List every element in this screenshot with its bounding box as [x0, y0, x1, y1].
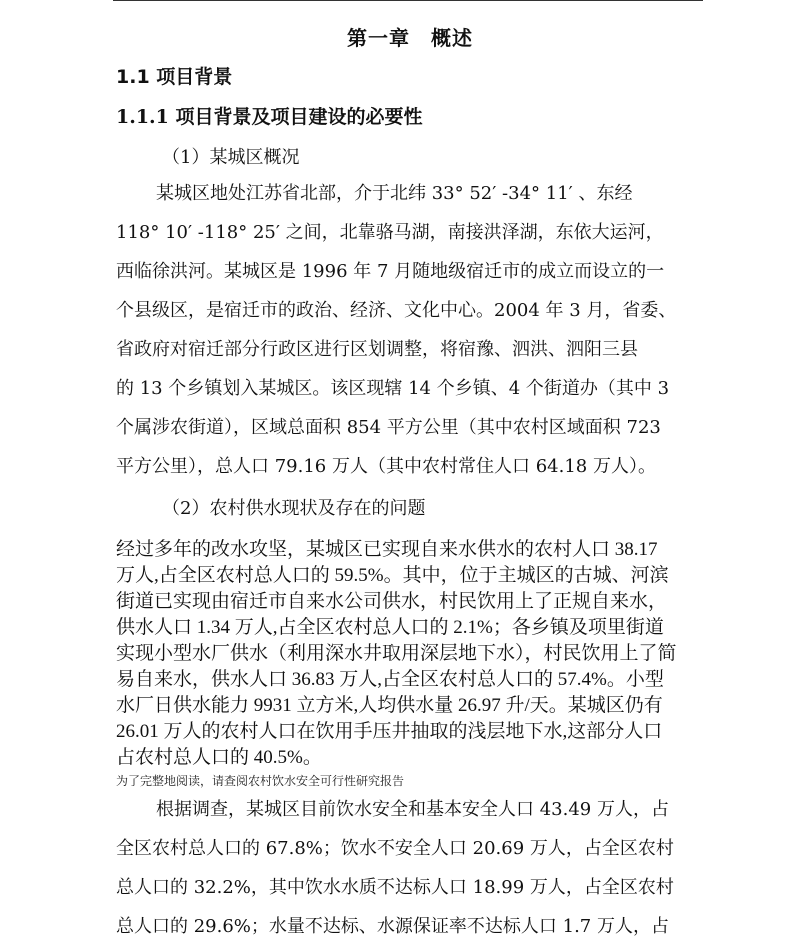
paragraph-line: 平方公里），总人口 79.16 万人（其中农村常住人口 64.18 万人）。 — [116, 456, 656, 477]
paragraph-line: 118° 10′ -118° 25′ 之间，北靠骆马湖，南接洪泽湖，东依大运河， — [116, 222, 664, 243]
paragraph-line: 总人口的 29.6%；水量不达标、水源保证率不达标人口 1.7 万人，占 — [116, 916, 669, 937]
paragraph-line: 水厂日供水能力 9931 立方米,人均供水量 26.97 升/天。某城区仍有 — [116, 695, 663, 716]
paragraph-line: 实现小型水厂供水（利用深水井取用深层地下水），村民饮用上了简 — [116, 643, 677, 664]
chapter-title: 第一章 概述 — [347, 26, 473, 50]
paragraph-line: 经过多年的改水攻坚，某城区已实现自来水供水的农村人口 38.17 — [116, 539, 658, 560]
subsection-title: 项目背景及项目建设的必要性 — [175, 106, 423, 128]
paragraph-line: 某城区地处江苏省北部，介于北纬 33° 52′ -34° 11′ 、东经 — [156, 183, 633, 204]
paragraph-line: 供水人口 1.34 万人,占全区农村总人口的 2.1%；各乡镇及项里街道 — [116, 617, 664, 638]
section-heading — [116, 62, 704, 89]
paragraph-line: 街道已实现由宿迁市自来水公司供水，村民饮用上了正规自来水， — [116, 591, 668, 612]
part1-heading: （1）某城区概况 — [162, 147, 300, 168]
top-rule — [113, 0, 703, 1]
paragraph-line: 26.01 万人的农村人口在饮用手压井抽取的浅层地下水,这部分人口 — [116, 721, 663, 742]
paragraph-line: 根据调查，某城区目前饮水安全和基本安全人口 43.49 万人，占 — [156, 799, 669, 820]
section-title: 项目背景 — [156, 66, 233, 88]
part3-paragraph — [116, 790, 704, 946]
paragraph-line: 的 13 个乡镇划入某城区。该区现辖 14 个乡镇、4 个街道办（其中 3 — [116, 378, 670, 399]
paragraph-line: 占农村总人口的 40.5%。 — [116, 747, 322, 768]
paragraph-line: 万人,占全区农村总人口的 59.5%。其中，位于主城区的古城、河滨 — [116, 565, 669, 586]
section-number: 1.1 — [116, 66, 150, 88]
paragraph-line: 个县级区，是宿迁市的政治、经济、文化中心。2004 年 3 月，省委、 — [116, 300, 677, 321]
reading-note: 为了完整地阅读，请查阅农村饮水安全可行性研究报告 — [116, 774, 405, 788]
paragraph-line: 省政府对宿迁部分行政区进行区划调整，将宿豫、泗洪、泗阳三县 — [116, 339, 638, 360]
paragraph-line: 易自来水，供水人口 36.83 万人,占全区农村总人口的 57.4%。小型 — [116, 669, 664, 690]
paragraph-line: 全区农村总人口的 67.8%；饮水不安全人口 20.69 万人，占全区农村 — [116, 838, 674, 859]
subsection-heading — [116, 102, 704, 129]
paragraph-line: 西临徐洪河。某城区是 1996 年 7 月随地级宿迁市的成立而设立的一 — [116, 261, 665, 282]
part2-paragraph — [116, 537, 704, 771]
subsection-number: 1.1.1 — [116, 106, 169, 128]
part1-paragraph — [116, 174, 704, 486]
part2-heading: （2）农村供水现状及存在的问题 — [162, 498, 426, 519]
paragraph-line: 个属涉农街道），区域总面积 854 平方公里（其中农村区域面积 723 — [116, 417, 661, 438]
paragraph-line: 总人口的 32.2%，其中饮水水质不达标人口 18.99 万人，占全区农村 — [116, 877, 674, 898]
